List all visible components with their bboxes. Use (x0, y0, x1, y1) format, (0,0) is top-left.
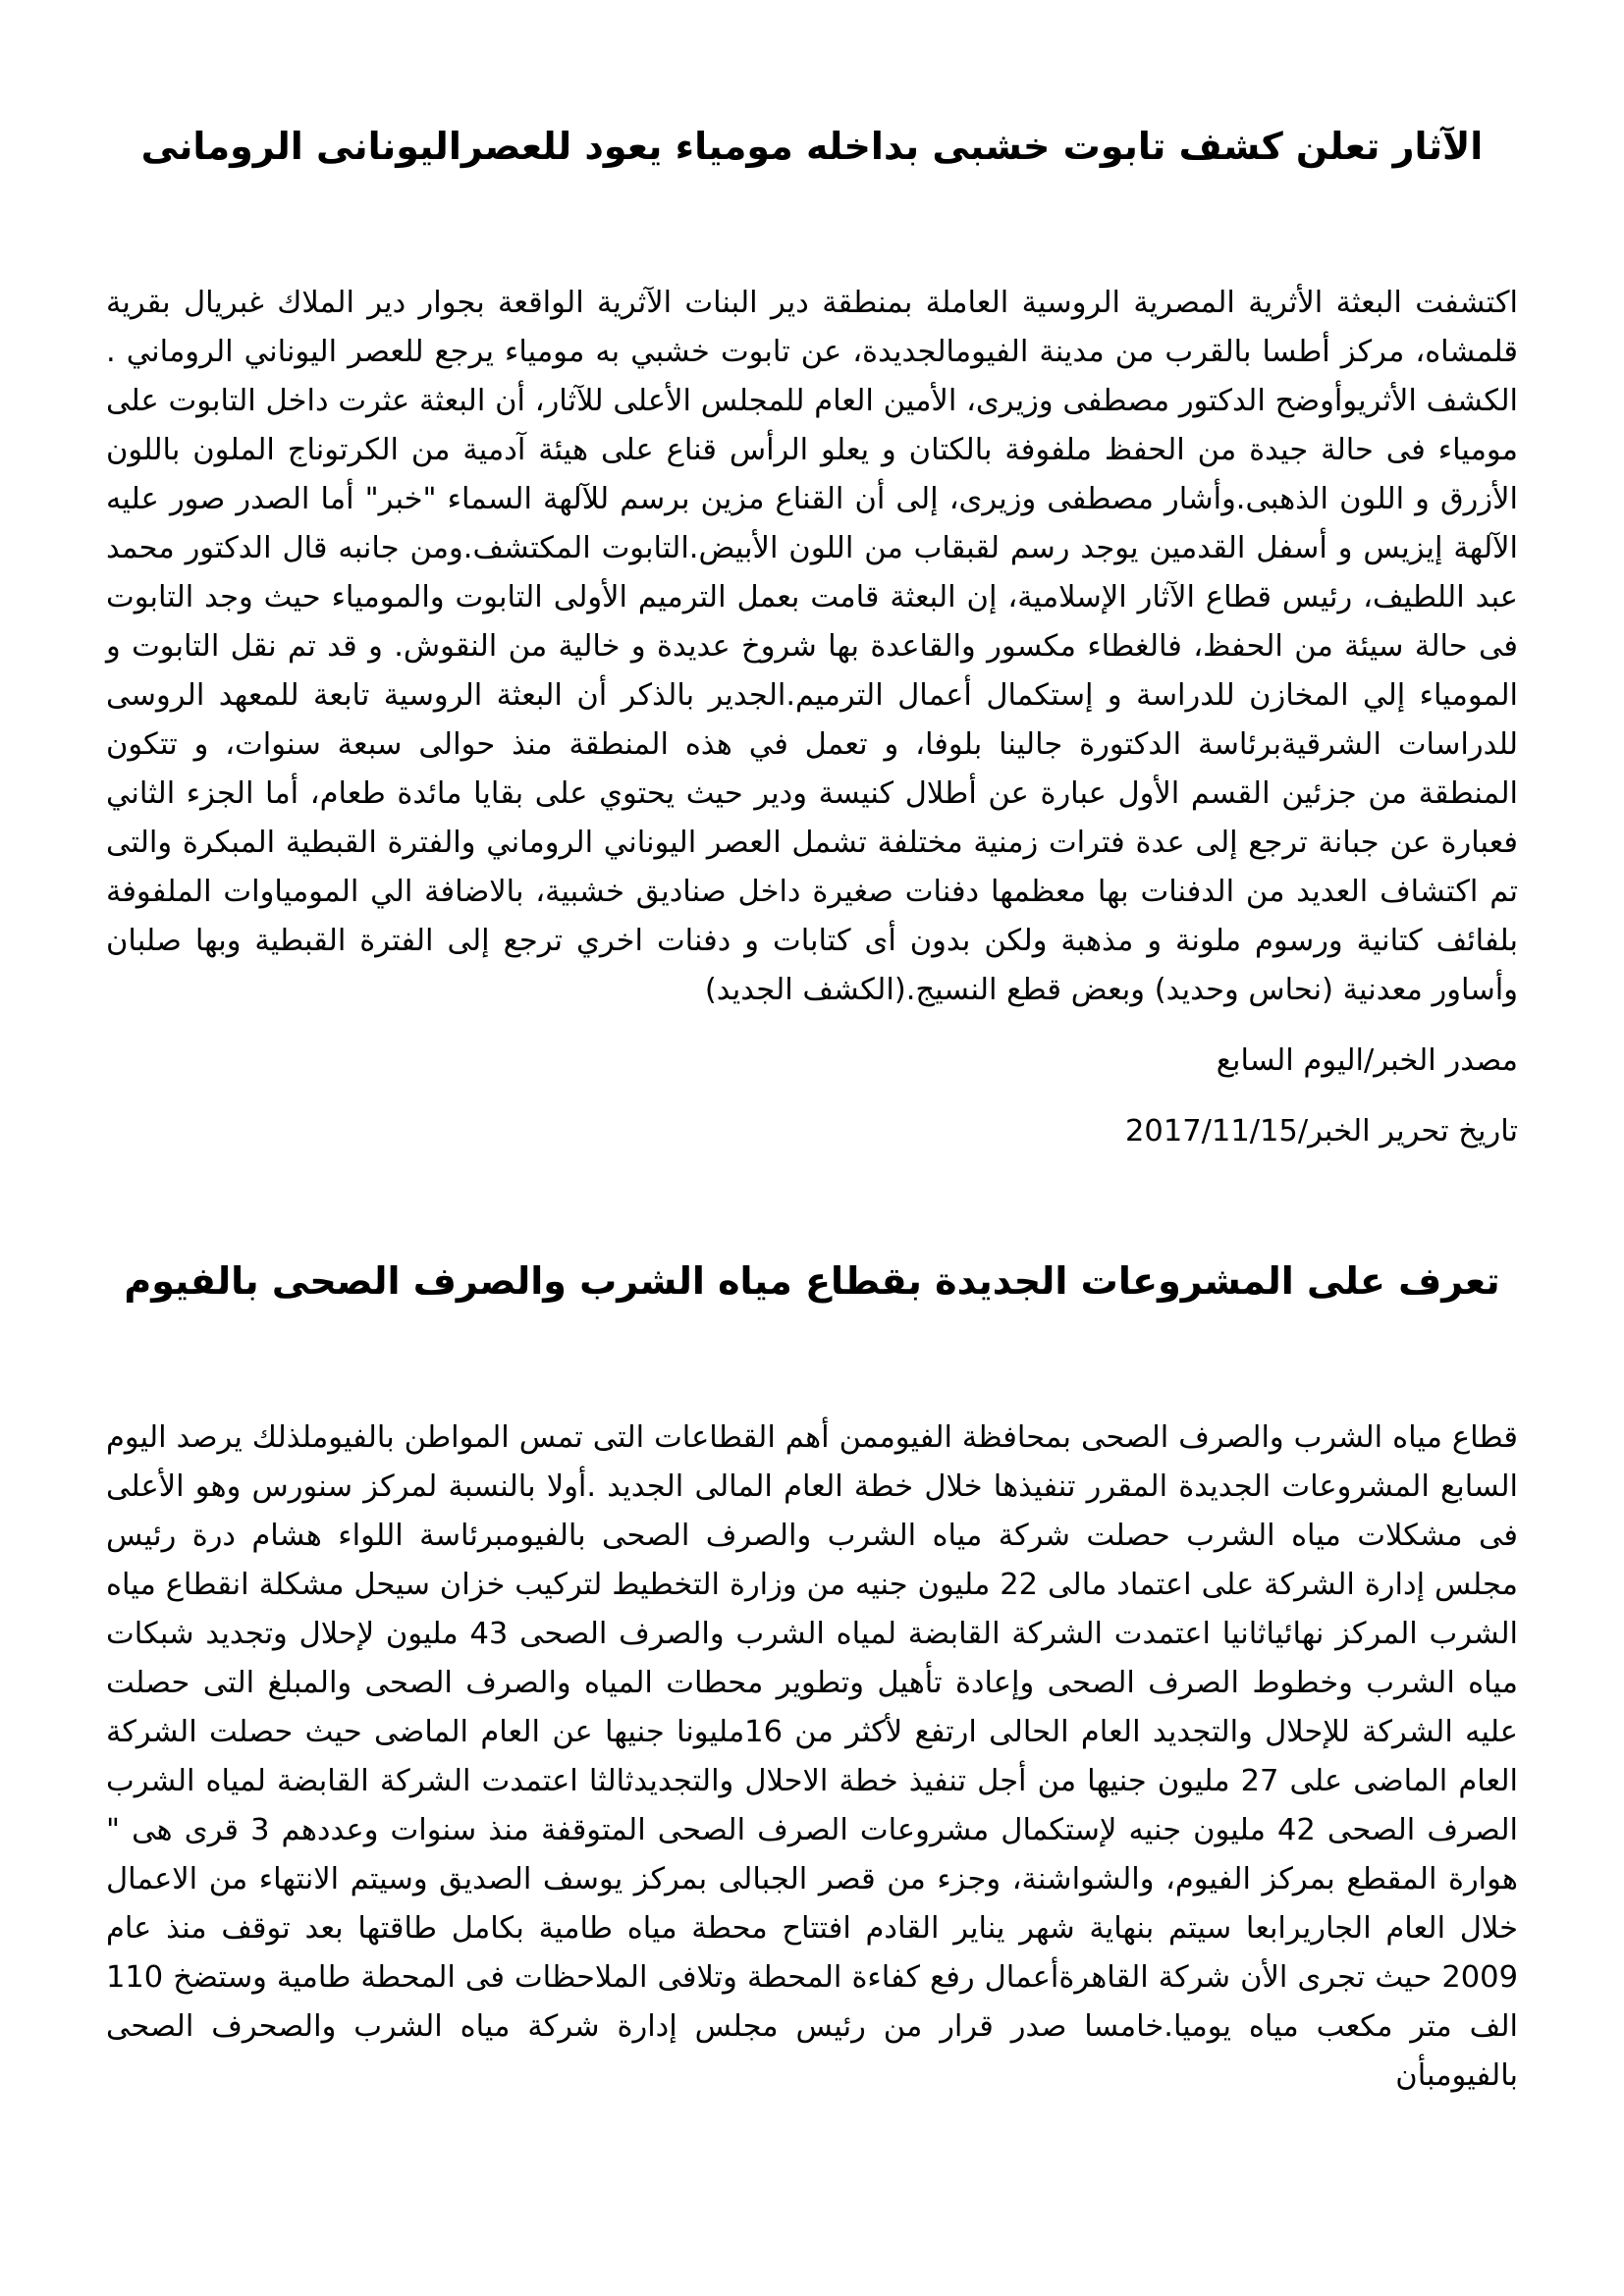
article-1-source: مصدر الخبر/اليوم السابع (1216, 1043, 1518, 1078)
article-1-date: تاريخ تحرير الخبر/2017/11/15 (1125, 1114, 1518, 1148)
article-2-body: قطاع مياه الشرب والصرف الصحى بمحافظة الفيوممن أهم القطاعات التى تمس المواطن بالفيوملذلك يرصد اليوم السابع المشروعات الجديدة المقرر تنفيذها خلال خطة العام المالى الجديد .أولا بالنسبة لمركز سنورس وهو الأعلى فى مشكلات مياه الشرب حصلت شركة مياه الشرب والصرف الصحى بالفيومبرئاسة اللواء هشام درة رئيس مجلس إدارة الشركة على اعتماد مالى 22 مليون جنيه من وزارة التخطيط لتركيب خزان سيحل مشكلة انقطاع مياه الشرب المركز نهائياثانيا اعتمدت الشركة القابضة لمياه الشرب والصرف الصحى 43 مليون لإحلال وتجديد شبكات مياه الشرب وخطوط الصرف الصحى وإعادة تأهيل وتطوير محطات المياه والصرف الصحى والمبلغ التى حصلت عليه الشركة للإحلال والتجديد العام الحالى ارتفع لأكثر من 16مليونا جنيها عن العام الماضى حيث حصلت الشركة العام الماضى على 27 مليون جنيها من أجل تنفيذ خطة الاحلال والتجديدثالثا اعتمدت الشركة القابضة لمياه الشرب الصرف الصحى 42 مليون جنيه لإستكمال مشروعات الصرف الصحى المتوقفة منذ سنوات وعددهم 3 قرى هى " هوارة المقطع بمركز الفيوم، والشواشنة، وجزء من قصر الجبالى بمركز يوسف الصديق وسيتم الانتهاء من الاعمال خلال العام الجاريرابعا سيتم بنهاية شهر يناير القادم افتتاح محطة مياه طامية بكامل طاقتها بعد توقف منذ عام 2009 حيث تجرى الأن شركة القاهرةأعمال رفع كفاءة المحطة وتلافى الملاحظات فى المحطة طامية وستضخ 110 الف متر مكعب مياه يوميا.خامسا صدر قرار من رئيس مجلس إدارة شركة مياه الشرب والصحرف الصحى بالفيومبأن (106, 1420, 1518, 2093)
document-page (106, 108, 1518, 2101)
article-1-title: الآثار تعلن كشف تابوت خشبى بداخله مومياء يعود للعصراليونانى الرومانى (140, 125, 1484, 168)
article-2-title: تعرف على المشروعات الجديدة بقطاع مياه الشرب والصرف الصحى بالفيوم (124, 1259, 1500, 1303)
article-1-body: اكتشفت البعثة الأثرية المصرية الروسية العاملة بمنطقة دير البنات الآثرية الواقعة بجوار دير الملاك غبريال بقرية قلمشاه، مركز أطسا بالقرب من مدينة الفيومالجديدة، عن تابوت خشبي به مومياء يرجع للعصر اليوناني الروماني . الكشف الأثريوأوضح الدكتور مصطفى وزيرى، الأمين العام للمجلس الأعلى للآثار، أن البعثة عثرت داخل التابوت على مومياء فى حالة جيدة من الحفظ ملفوفة بالكتان و يعلو الرأس قناع على هيئة آدمية من الكرتوناج الملون باللون الأزرق و اللون الذهبى.وأشار مصطفى وزيرى، إلى أن القناع مزين برسم للآلهة السماء "خبر" أما الصدر صور عليه الآلهة إيزيس و أسفل القدمين يوجد رسم لقبقاب من اللون الأبيض.التابوت المكتشف.ومن جانبه قال الدكتور محمد عبد اللطيف، رئيس قطاع الآثار الإسلامية، إن البعثة قامت بعمل الترميم الأولى التابوت والمومياء حيث وجد التابوت فى حالة سيئة من الحفظ، فالغطاء مكسور والقاعدة بها شروخ عديدة و خالية من النقوش. و قد تم نقل التابوت و المومياء إلي المخازن للدراسة و إستكمال أعمال الترميم.الجدير بالذكر أن البعثة الروسية تابعة للمعهد الروسى للدراسات الشرقيةبرئاسة الدكتورة جالينا بلوفا، و تعمل في هذه المنطقة منذ حوالى سبعة سنوات، و تتكون المنطقة من جزئين القسم الأول عبارة عن أطلال كنيسة ودير حيث يحتوي على بقايا مائدة طعام، أما الجزء الثاني فعبارة عن جبانة ترجع إلى عدة فترات زمنية مختلفة تشمل العصر اليوناني الروماني والفترة القبطية المبكرة والتى تم اكتشاف العديد من الدفنات بها معظمها دفنات صغيرة داخل صناديق خشبية، بالاضافة الي المومياوات الملفوفة بلفائف كتانية ورسوم ملونة و مذهبة ولكن بدون أى كتابات و دفنات اخري ترجع إلى الفترة القبطية وبها صلبان وأساور معدنية (نحاس وحديد) وبعض قطع النسيج.(الكشف الجديد) (106, 286, 1518, 1007)
